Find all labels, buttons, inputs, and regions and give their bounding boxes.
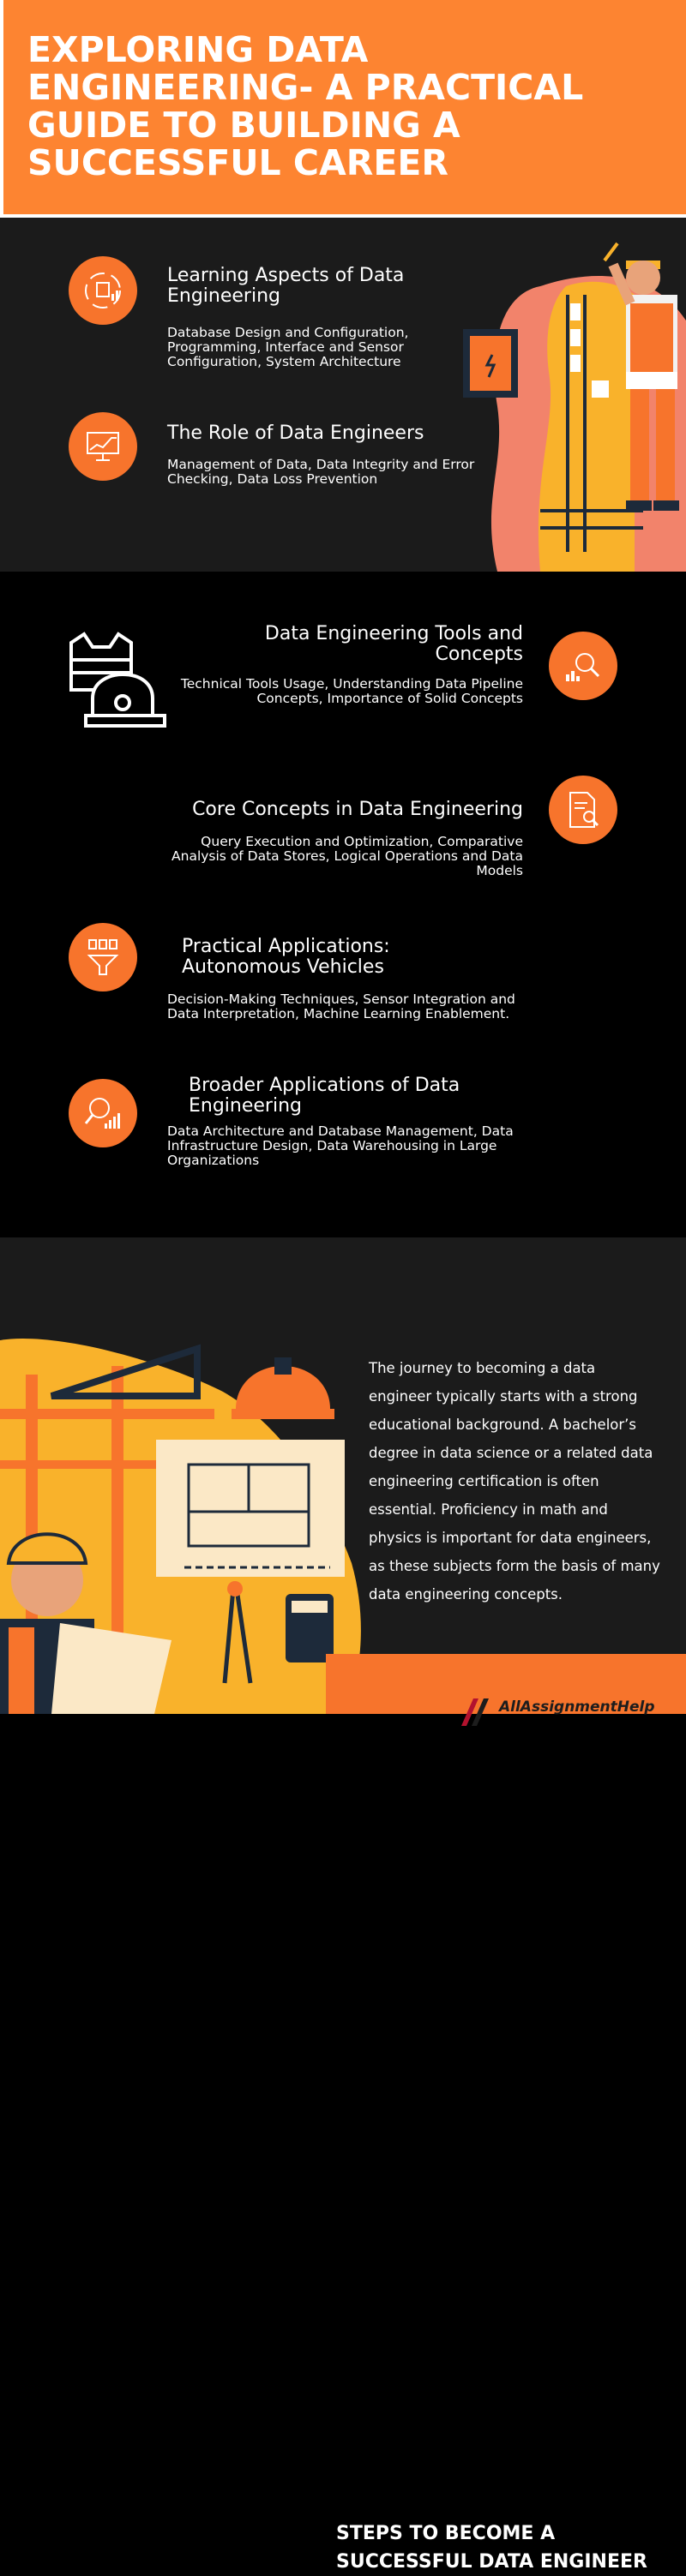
steps-title: STEPS TO BECOME A SUCCESSFUL DATA ENGINEER xyxy=(336,2523,647,2573)
item-description: Decision-Making Techniques, Sensor Integration and Data Interpretation, Machine Learning Enablement. xyxy=(167,991,515,1021)
item-description: Management of Data, Data Integrity and Error Checking, Data Loss Prevention xyxy=(167,457,475,487)
item-title: Learning Aspects of Data Engineering xyxy=(167,265,405,307)
section-learning xyxy=(0,218,686,572)
growth-chart-icon xyxy=(69,412,137,481)
header-orange-panel xyxy=(3,0,686,214)
document-search-icon xyxy=(549,776,617,844)
item-description: Technical Tools Usage, Understanding Data Pipeline Concepts, Importance of Solid Concepts xyxy=(180,676,523,706)
brand-name: AllAssignmentHelp xyxy=(499,1698,655,1716)
header-banner xyxy=(0,0,686,218)
magnifier-chart-icon xyxy=(69,1079,137,1147)
data-cycle-icon xyxy=(69,256,137,325)
item-description: Data Architecture and Database Management, Data Infrastructure Design, Data Warehousing in Large Organizations xyxy=(167,1123,514,1168)
page-title: EXPLORING DATA ENGINEERING- A PRACTICAL GUIDE TO BUILDING A SUCCESSFUL CAREER xyxy=(27,29,584,183)
data-funnel-icon xyxy=(69,923,137,991)
safety-vest-helmet-icon xyxy=(67,630,170,733)
item-title: Practical Applications: Autonomous Vehicles xyxy=(182,936,390,978)
item-description: Query Execution and Optimization, Comparative Analysis of Data Stores, Logical Operations and Data Models xyxy=(172,834,523,878)
item-title: Core Concepts in Data Engineering xyxy=(192,799,523,820)
section-concepts xyxy=(0,572,686,1237)
item-description: Database Design and Configuration, Programming, Interface and Sensor Configuration, System Architecture xyxy=(167,325,409,369)
item-title: Data Engineering Tools and Concepts xyxy=(264,623,523,665)
brand-logo-icon xyxy=(458,1697,496,1728)
electrician-illustration xyxy=(463,218,686,572)
item-title: The Role of Data Engineers xyxy=(167,422,424,444)
steps-body: The journey to becoming a data engineer typically starts with a strong educational background. A bachelor’s degree in data science or a related data engineering certification is often essential. Proficiency in math and physics is important for data engineers, as these subjects form the basis of many data engineering concepts. xyxy=(369,1360,660,1603)
construction-illustration xyxy=(0,1237,360,1714)
item-title: Broader Applications of Data Engineering xyxy=(189,1075,460,1117)
analytics-search-icon xyxy=(549,632,617,700)
section-steps xyxy=(0,1237,686,2573)
